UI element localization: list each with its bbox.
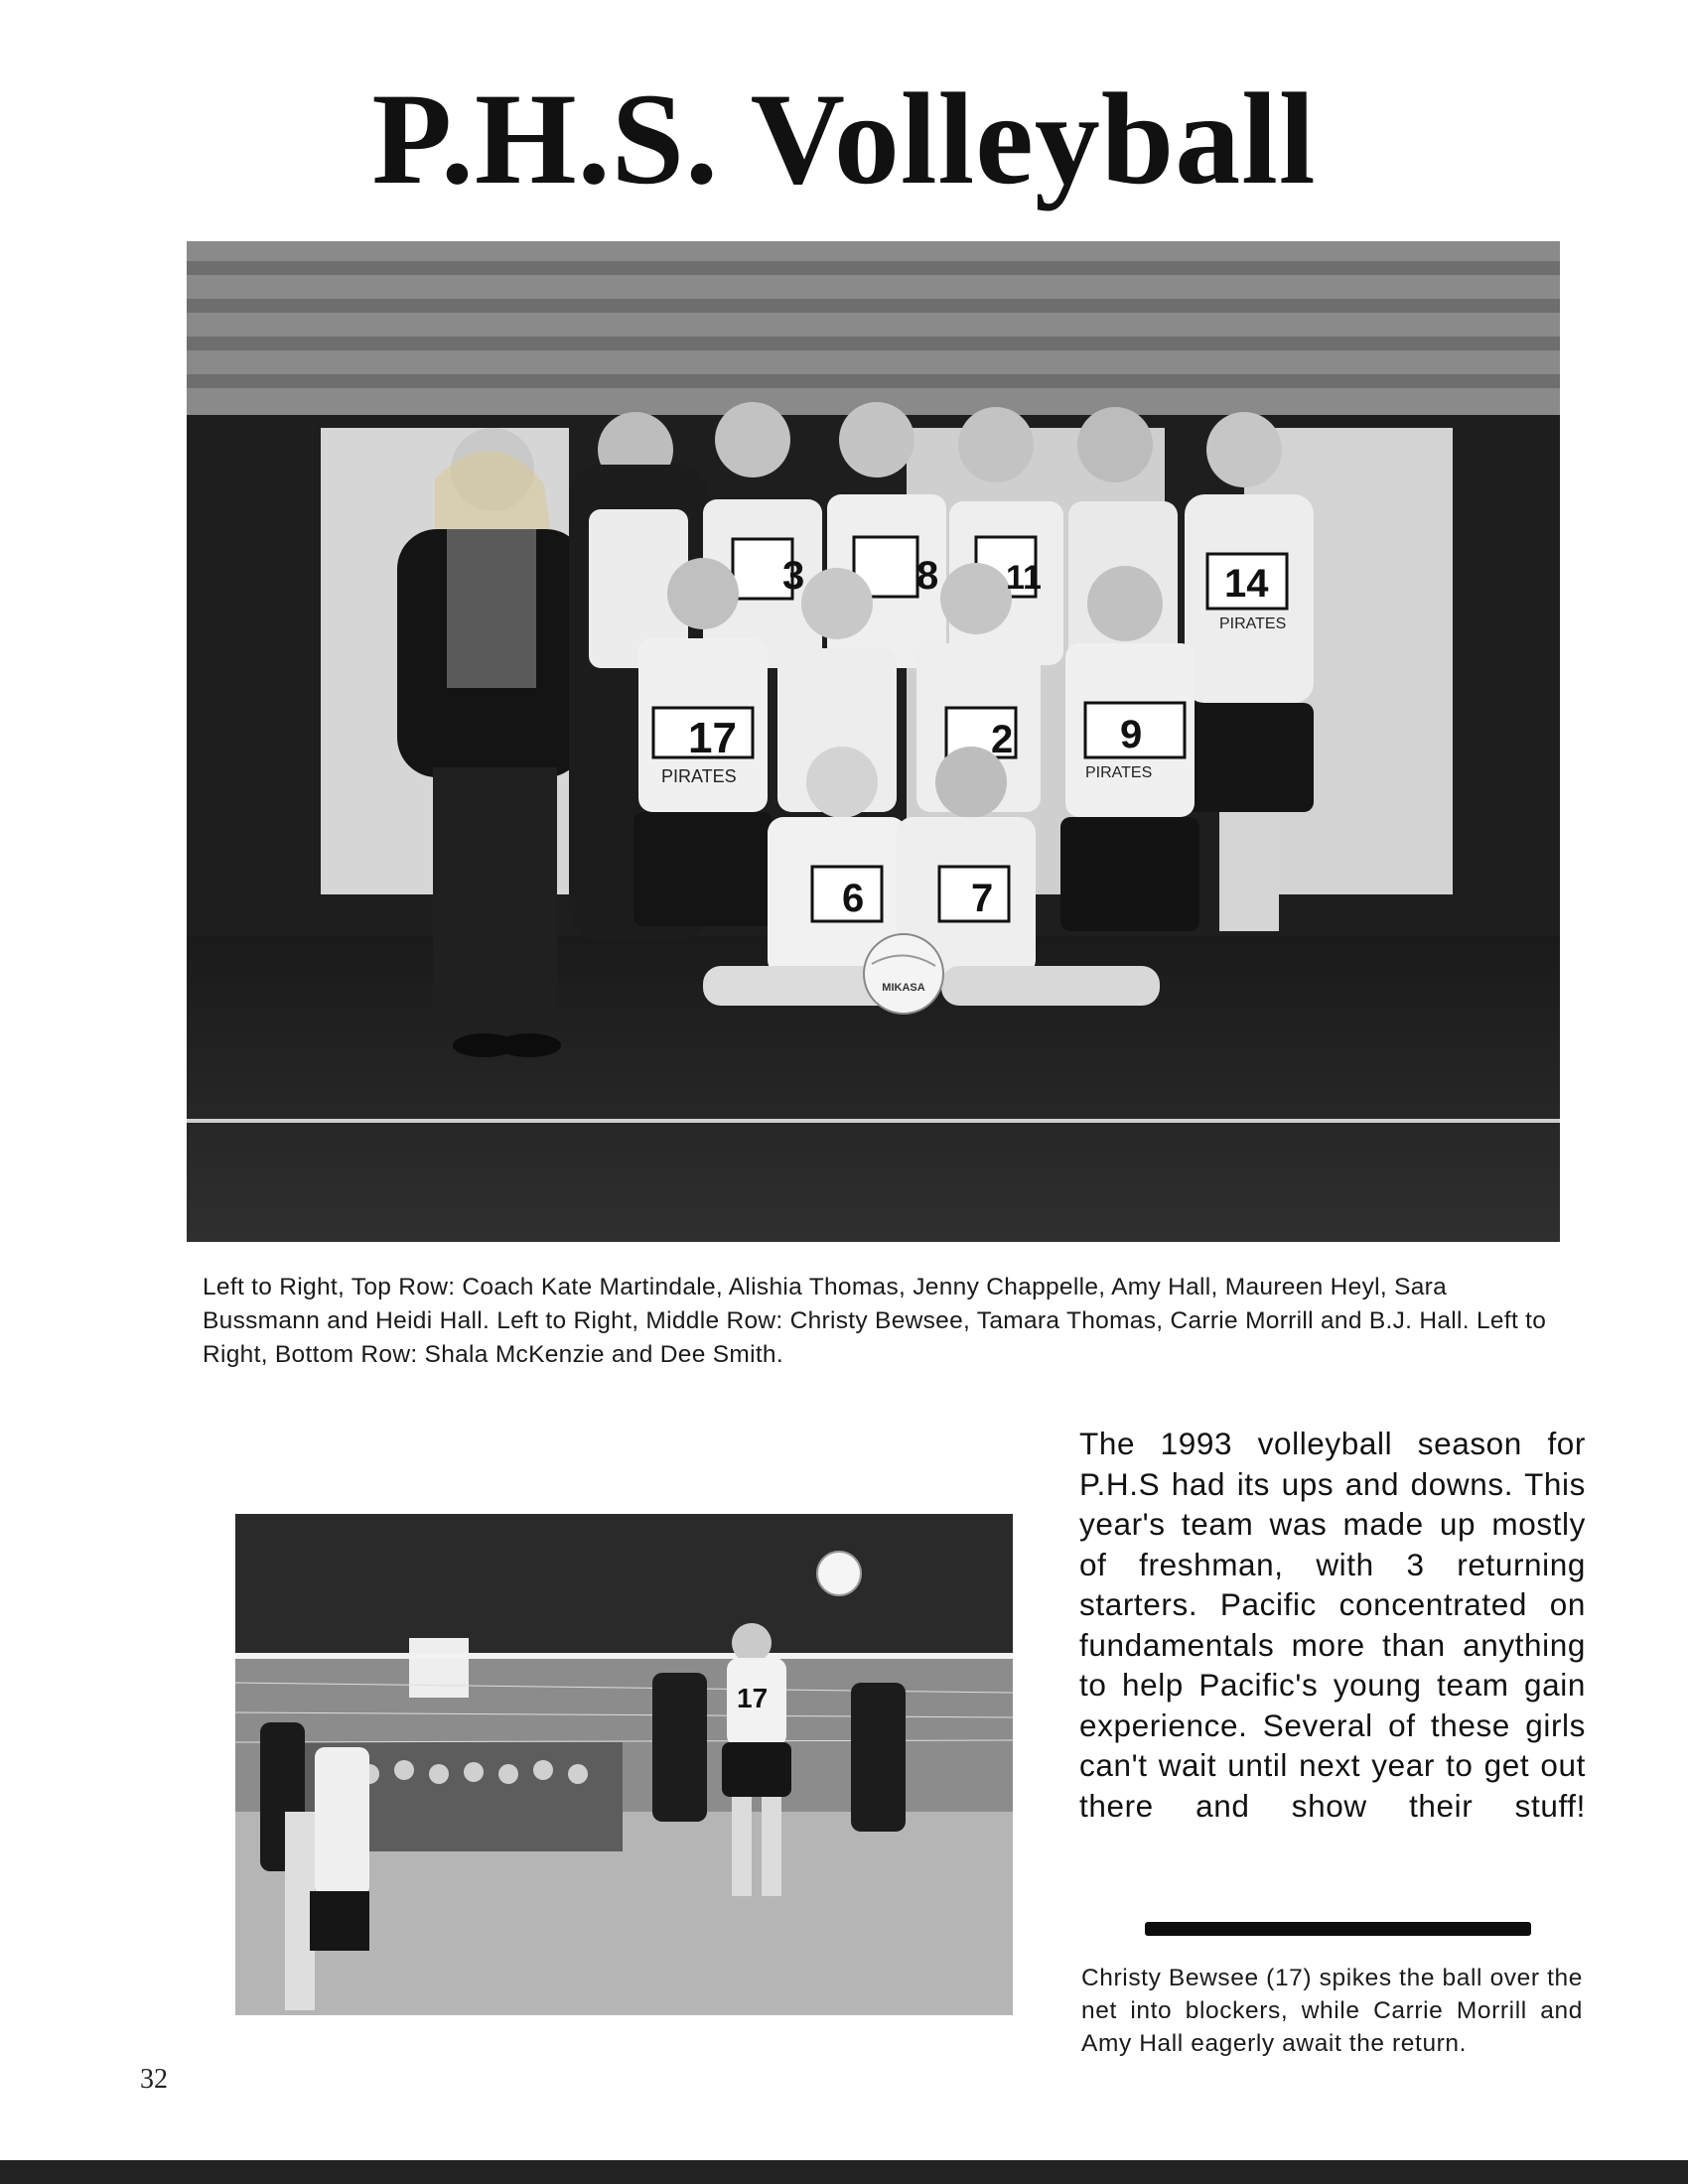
jersey-team-name: PIRATES — [661, 766, 737, 786]
article-body: The 1993 volleyball season for P.H.S had its ups and downs. This year's team was made up mostly of freshman, with 3 returning starters. Pacific concentrated on fundamentals more than anything to help Pacific's young team gain experience. Several of these girls can't wait until next year to get out there and show their stuff! — [1079, 1426, 1586, 1824]
jersey-number: 8 — [916, 554, 939, 598]
jersey-team-name: PIRATES — [1085, 764, 1153, 781]
jersey-number: 9 — [1120, 713, 1143, 756]
jersey-number: 14 — [1224, 562, 1269, 606]
scan-edge — [0, 2160, 1688, 2184]
jersey-team-name: PIRATES — [1219, 615, 1287, 632]
jersey-number: 2 — [991, 718, 1014, 761]
jersey-number: 6 — [842, 877, 865, 920]
team-photo-caption: Left to Right, Top Row: Coach Kate Martindale, Alishia Thomas, Jenny Chappelle, Amy Hall, Maureen Heyl, Sara Bussmann and Heidi Hall. Left to Right, Middle Row: Christy Bewsee, Tamara Thomas, Carrie Morrill and B.J. Hall. Left to Right, Bottom Row: Shala McKenzie and Dee Smith. — [203, 1274, 1547, 1368]
jersey-number: 11 — [1006, 559, 1042, 597]
action-photo-caption: Christy Bewsee (17) spikes the ball over the net into blockers, while Carrie Morrill and Amy Hall eagerly await the return. — [1081, 1965, 1583, 2057]
page-title: P.H.S. Volleyball — [371, 66, 1317, 211]
jersey-number: 17 — [688, 714, 737, 762]
divider-rule — [1145, 1922, 1531, 1936]
jersey-number: 17 — [737, 1683, 769, 1713]
action-photo — [235, 1514, 1013, 2015]
team-photo — [187, 241, 1560, 1242]
jersey-number: 3 — [782, 554, 805, 598]
page-number: 32 — [140, 2064, 168, 2095]
ball-brand-label: MIKASA — [882, 982, 925, 994]
jersey-number: 7 — [971, 877, 994, 920]
